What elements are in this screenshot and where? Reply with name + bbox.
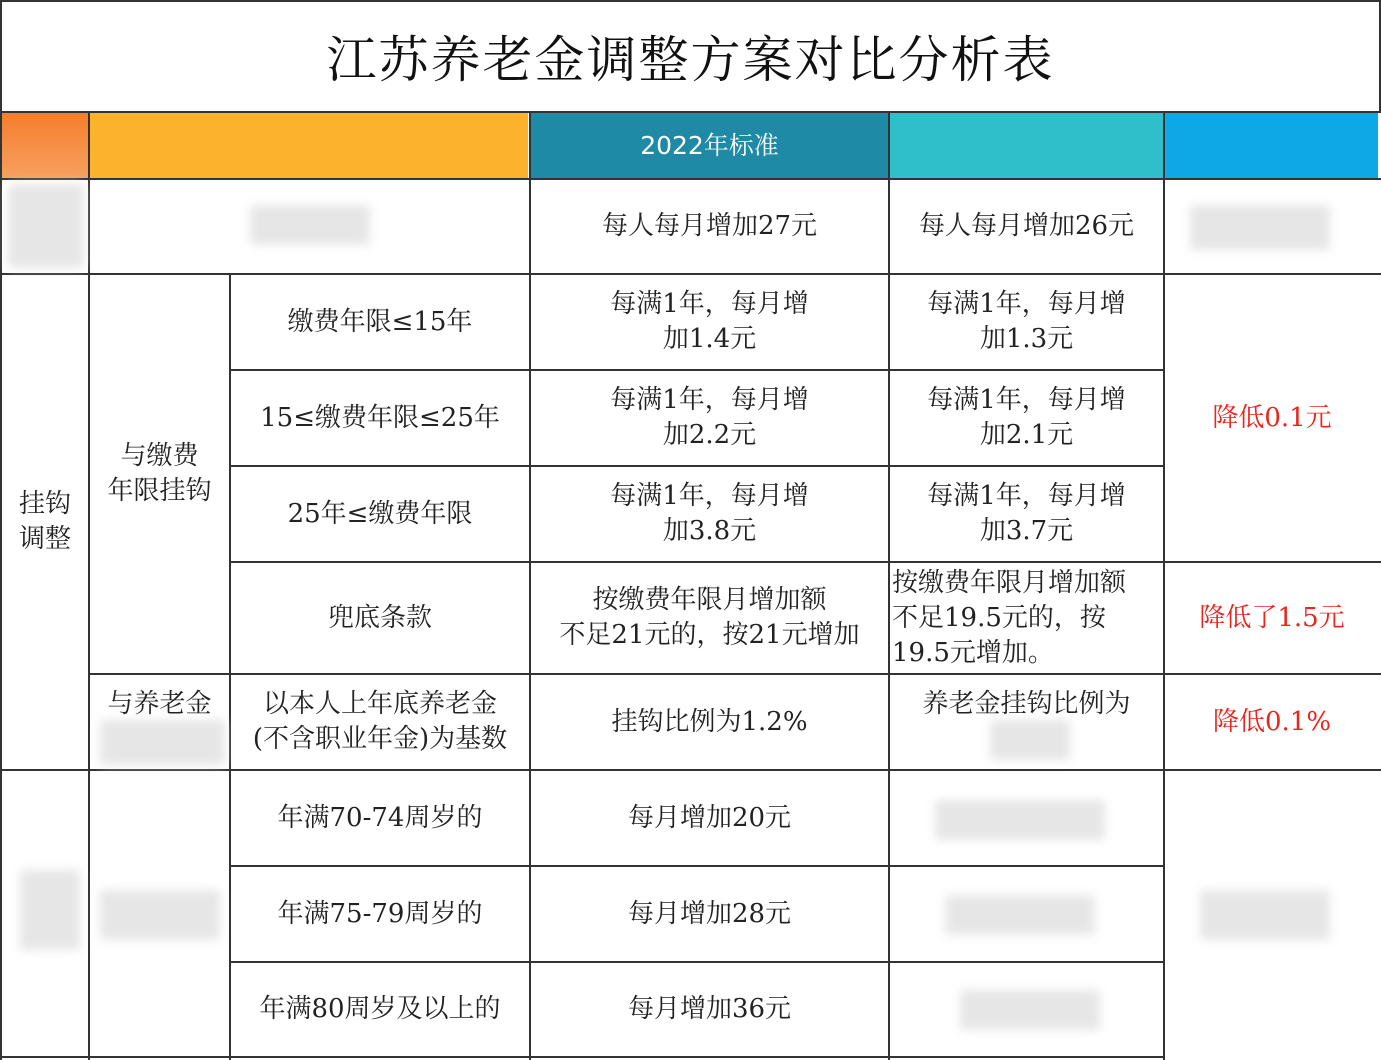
- obscured-cell: [945, 895, 1095, 935]
- 15-25-2023: 每满1年，每月增 加2.1元: [927, 385, 1126, 450]
- border-bottom: [0, 1056, 1165, 1058]
- header-cell-col4: [890, 113, 1163, 178]
- sub-pension-label: 与养老金: [107, 689, 212, 719]
- sub-years-label: 与缴费 年限挂钩: [107, 441, 212, 506]
- age80-2022: 每月增加36元: [627, 994, 792, 1024]
- fixed-2023: 每人每月增加26元: [918, 211, 1135, 241]
- obscured-cell: [1190, 205, 1330, 250]
- border-title-bottom: [0, 111, 1381, 113]
- border-top: [0, 0, 1381, 2]
- le15-2022: 每满1年，每月增 加1.4元: [610, 289, 809, 354]
- cond-floor: 兜底条款: [327, 602, 432, 633]
- years-diff: 降低0.1元: [1212, 402, 1332, 433]
- cond-pension: 以本人上年底养老金 (不含职业年金)为基数: [252, 689, 508, 754]
- le15-2023: 每满1年，每月增 加1.3元: [927, 289, 1126, 354]
- cond-le15: 缴费年限≤15年: [287, 306, 473, 337]
- fixed-2022: 每人每月增加27元: [601, 211, 818, 241]
- header-cell-col1: [2, 113, 88, 178]
- floor-2022: 按缴费年限月增加额 不足21元的，按21元增加: [559, 585, 860, 650]
- pension-2022: 挂钩比例为1.2%: [611, 706, 808, 737]
- floor-2023: 按缴费年限月增加额 不足19.5元的，按 19.5元增加。: [892, 567, 1127, 668]
- pension-diff: 降低0.1%: [1212, 706, 1332, 737]
- floor-diff: 降低了1.5元: [1199, 602, 1345, 633]
- ge25-2022: 每满1年，每月增 加3.8元: [610, 481, 809, 546]
- obscured-cell: [8, 184, 84, 268]
- cond-age75: 年满75-79周岁的: [277, 898, 483, 929]
- pension-2023: 养老金挂钩比例为: [922, 689, 1131, 719]
- cond-ge25: 25年≤缴费年限: [287, 498, 473, 529]
- cond-age70: 年满70-74周岁的: [277, 802, 483, 833]
- age75-2022: 每月增加28元: [627, 898, 792, 929]
- obscured-cell: [935, 800, 1105, 840]
- obscured-cell: [960, 990, 1100, 1030]
- obscured-cell: [20, 870, 80, 950]
- header-cell-col5: [1165, 113, 1378, 178]
- cond-age80: 年满80周岁及以上的: [259, 994, 501, 1024]
- 15-25-2022: 每满1年，每月增 加2.2元: [610, 385, 809, 450]
- page-title: 江苏养老金调整方案对比分析表: [326, 31, 1055, 89]
- obscured-cell: [250, 205, 370, 245]
- obscured-cell: [100, 890, 220, 940]
- age70-2022: 每月增加20元: [627, 802, 792, 833]
- cond-15-25: 15≤缴费年限≤25年: [260, 402, 500, 433]
- ge25-2023: 每满1年，每月增 加3.7元: [927, 481, 1126, 546]
- header-cell-2022: 2022年标准: [531, 113, 888, 178]
- group-hook-label: 挂钩 调整: [18, 489, 71, 554]
- header-cell-col2: [90, 113, 528, 178]
- obscured-cell: [1200, 890, 1330, 940]
